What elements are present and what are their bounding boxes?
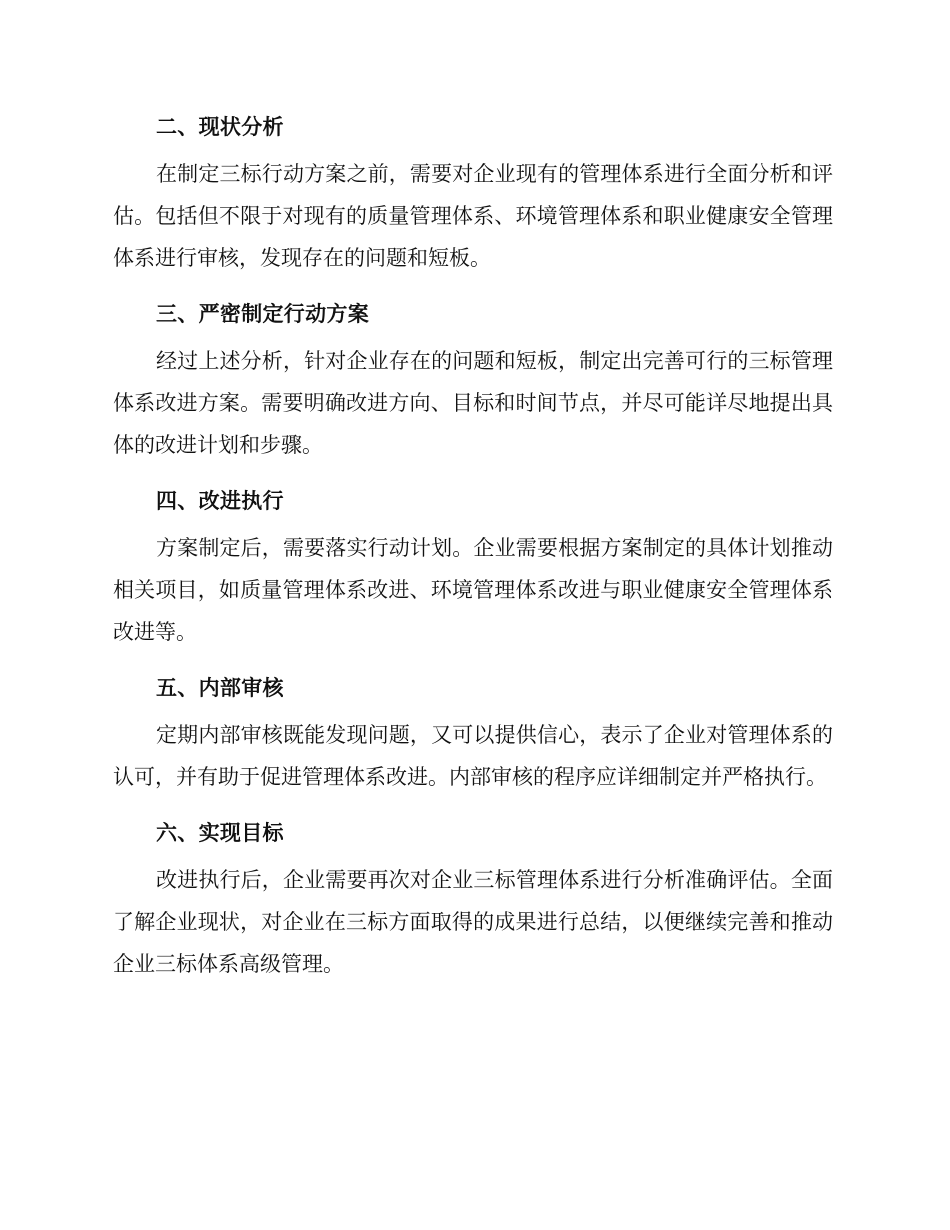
section-paragraph: 在制定三标行动方案之前，需要对企业现有的管理体系进行全面分析和评估。包括但不限于对现有的质量管理体系、环境管理体系和职业健康安全管理体系进行审核，发现存在的问题和短板。: [113, 162, 833, 270]
section-internal-audit: [113, 666, 833, 798]
section-paragraph: 定期内部审核既能发现问题，又可以提供信心，表示了企业对管理体系的认可，并有助于促进管理体系改进。内部审核的程序应详细制定并严格执行。: [113, 723, 833, 789]
section-improvement-execution: [113, 479, 833, 653]
section-current-analysis: [113, 105, 833, 279]
section-paragraph: 经过上述分析，针对企业存在的问题和短板，制定出完善可行的三标管理体系改进方案。需要明确改进方向、目标和时间节点，并尽可能详尽地提出具体的改进计划和步骤。: [113, 349, 833, 457]
section-heading: 三、严密制定行动方案: [156, 302, 369, 326]
section-heading: 六、实现目标: [156, 821, 284, 845]
section-paragraph: 方案制定后，需要落实行动计划。企业需要根据方案制定的具体计划推动相关项目，如质量管理体系改进、环境管理体系改进与职业健康安全管理体系改进等。: [113, 536, 833, 644]
document-body: [113, 105, 833, 998]
section-heading: 二、现状分析: [156, 115, 284, 139]
section-heading: 五、内部审核: [156, 676, 284, 700]
section-heading: 四、改进执行: [156, 489, 284, 513]
section-action-plan: [113, 292, 833, 466]
section-achieve-goals: [113, 811, 833, 985]
section-paragraph: 改进执行后，企业需要再次对企业三标管理体系进行分析准确评估。全面了解企业现状，对企业在三标方面取得的成果进行总结，以便继续完善和推动企业三标体系高级管理。: [113, 868, 833, 976]
